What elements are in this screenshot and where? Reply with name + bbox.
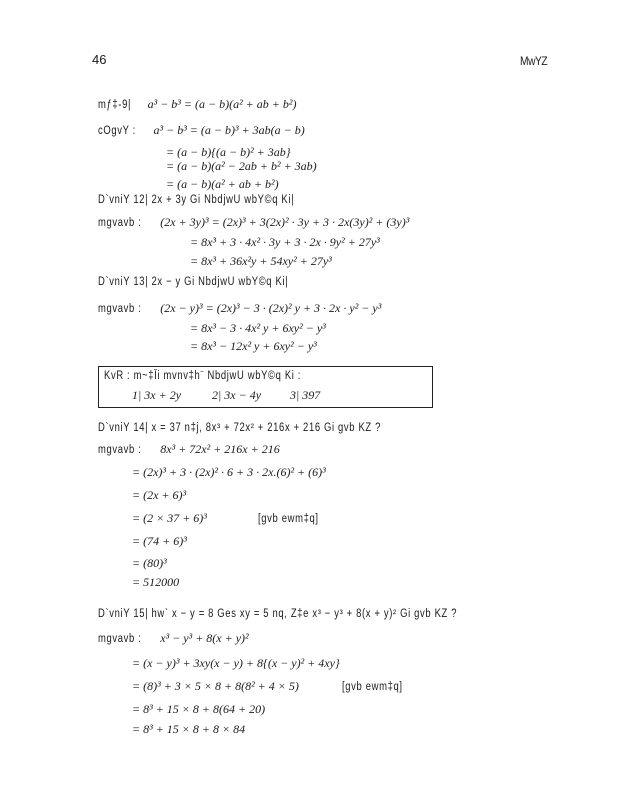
example-14-solution-line-3: = (2x + 6)³ (132, 488, 187, 502)
example-15-solution-line-2: = (x − y)³ + 3xy(x − y) + 8{(x − y)² + 4xy} (132, 656, 340, 670)
exercise-box-title: KvR : m~‡Îi mvnv‡h¨ NbdjwU wbY©q Ki : (104, 370, 302, 382)
proof-line-2: = (a − b){(a − b)² + 3ab} (166, 145, 291, 159)
example-14-solution-line-2: = (2x)³ + 3 · (2x)² · 6 + 3 · 2x.(6)² + (6)³ (132, 465, 326, 479)
example-14-solution-line-7: = 512000 (132, 575, 180, 589)
example-14-heading: D`vniY 14| x = 37 n‡j, 8x³ + 72x² + 216x + 216 Gi gvb KZ ? (98, 422, 382, 434)
proof-line-3: = (a − b)(a² − 2ab + b² + 3ab) (166, 159, 317, 173)
exercise-item-3: 3| 397 (290, 388, 321, 402)
example-12-heading: D`vniY 12| 2x + 3y Gi NbdjwU wbY©q Ki| (98, 194, 295, 206)
example-12-solution-line-2: = 8x³ + 3 · 4x² · 3y + 3 · 2x · 9y² + 27y³ (190, 235, 380, 249)
exercise-item-1: 1| 3x + 2y (132, 388, 182, 402)
example-14-solution-line-6: = (80)³ (132, 556, 167, 570)
example-13-solution-line-1: mgvavb : (2x − y)³ = (2x)³ − 3 · (2x)² y + 3 · 2x · y² − y³ (98, 301, 382, 315)
chapter-mark: MwYZ (520, 54, 548, 68)
page-number: 46 (92, 52, 107, 67)
example-15-heading: D`vniY 15| hw` x − y = 8 Ges xy = 5 nq, Z‡e x³ − y³ + 8(x + y)² Gi gvb KZ ? (98, 608, 458, 620)
example-12-solution-line-1: mgvavb : (2x + 3y)³ = (2x)³ + 3(2x)² · 3y + 3 · 2x(3y)² + (3y)³ (98, 215, 410, 229)
proof-line-4: = (a − b)(a² + ab + b²) (166, 177, 279, 191)
example-14-solution-line-1: mgvavb : 8x³ + 72x² + 216x + 216 (98, 442, 280, 456)
example-14-solution-line-5: = (74 + 6)³ (132, 534, 187, 548)
example-13-solution-line-3: = 8x³ − 12x² y + 6xy² − y³ (190, 339, 317, 353)
example-13-heading: D`vniY 13| 2x − y Gi NbdjwU wbY©q Ki| (98, 276, 289, 288)
example-15-solution-line-3: = (8)³ + 3 × 5 × 8 + 8(8² + 4 × 5) [gvb ewm‡q] (132, 679, 403, 693)
example-13-solution-line-2: = 8x³ − 3 · 4x² y + 6xy² − y³ (190, 321, 326, 335)
example-15-solution-line-4: = 8³ + 15 × 8 + 8(64 + 20) (132, 702, 266, 716)
example-15-solution-line-5: = 8³ + 15 × 8 + 8 × 84 (132, 722, 246, 736)
exercise-item-2: 2| 3x − 4y (212, 388, 262, 402)
example-12-solution-line-3: = 8x³ + 36x²y + 54xy² + 27y³ (190, 254, 332, 268)
example-14-solution-line-4: = (2 × 37 + 6)³ [gvb ewm‡q] (132, 511, 319, 525)
example-15-solution-line-1: mgvavb : x³ − y³ + 8(x + y)² (98, 631, 249, 645)
proof-line-1: cÖgvY : a³ − b³ = (a − b)³ + 3ab(a − b) (98, 123, 305, 137)
formula-9-line: mƒ‡-9| a³ − b³ = (a − b)(a² + ab + b²) (98, 97, 297, 111)
